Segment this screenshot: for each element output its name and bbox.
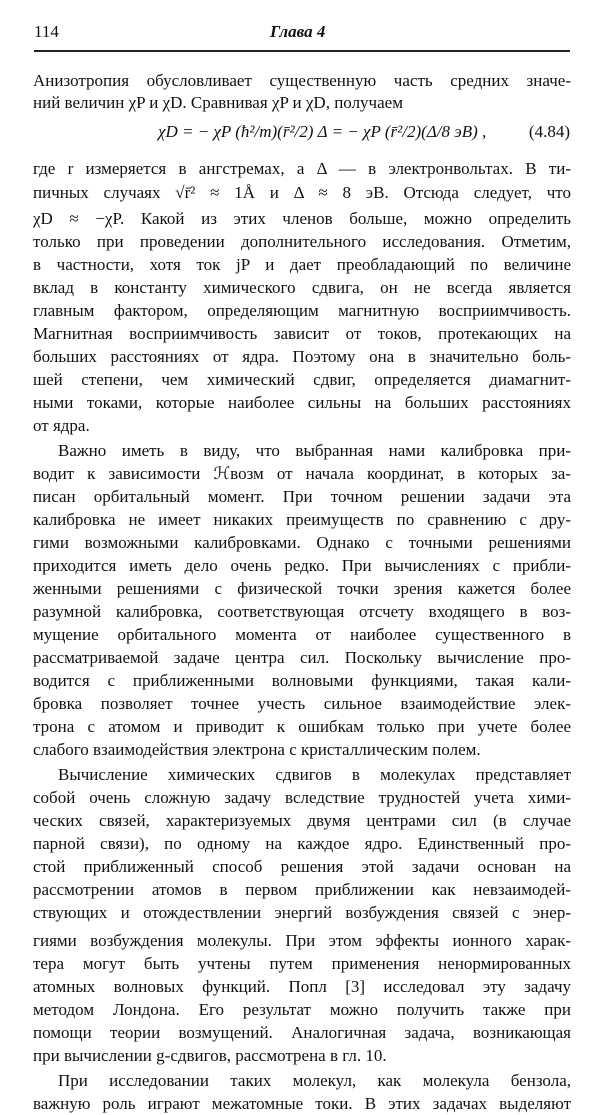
text-line: от ядра. — [33, 416, 90, 435]
text-line: женными решениями с физической точки зрения кажется более — [33, 579, 571, 598]
text-line: собой очень сложную задачу вследствие трудностей учета хими- — [33, 788, 571, 807]
text-line: методом Лондона. Его результат можно получить также при — [33, 1000, 571, 1019]
text-line: ний величин χP и χD. Сравнивая χP и χD, получаем — [33, 93, 403, 112]
text-line: стой приближенный способ решения этой задачи основан на — [33, 857, 571, 876]
text-line: тера могут быть учтены путем применения ненормированных — [33, 954, 571, 973]
text-line: трона с атомом и приводит к ошибкам только при учете более — [33, 717, 571, 736]
text-line: Вычисление химических сдвигов в молекулах представляет — [58, 765, 571, 784]
header-rule — [34, 50, 570, 52]
text-line: приходится иметь дело очень редко. При вычислениях с прибли- — [33, 556, 571, 575]
page-number: 114 — [34, 22, 59, 41]
text-line: бровка позволяет точнее учесть сильное взаимодействие элек- — [33, 694, 571, 713]
text-line: Магнитная восприимчивость зависит от токов, протекающих на — [33, 324, 571, 343]
text-line: водит к зависимости ℋвозм от начала координат, в которых за- — [33, 464, 571, 483]
text-line: рассмотрении атомов в первом приближении как невзаимодей- — [33, 880, 571, 899]
text-line: больших расстояниях от ядра. Поэтому она в значительно боль- — [33, 347, 571, 366]
text-line: разумной калибровка, соответствующая отсчету входящего в воз- — [33, 602, 571, 621]
equation-expression: χD = − χP (ħ²/m)(r̄²/2) Δ = − χP (r̄²/2)(Δ/8 эВ) , — [158, 122, 487, 141]
equation-number: (4.84) — [528, 122, 570, 141]
text-line: Важно иметь в виду, что выбранная нами калибровка при- — [58, 441, 571, 460]
equation — [158, 112, 570, 156]
text-line: χD ≈ −χP. Какой из этих членов больше, можно определить — [33, 209, 571, 228]
text-line: важную роль играют межатомные токи. В этих задачах выделяют — [33, 1094, 571, 1113]
text-line: Анизотропия обусловливает существенную часть средних значе- — [33, 71, 571, 90]
text-line: вклад в константу химического сдвига, он не всегда является — [33, 278, 571, 297]
text-line: главным фактором, определяющим магнитную восприимчивость. — [33, 301, 571, 320]
text-line: в частности, хотя ток jP и дает преобладающий по величине — [33, 255, 571, 274]
text-line: пичных случаях √r̄² ≈ 1Å и Δ ≈ 8 эВ. Отсюда следует, что — [33, 183, 571, 202]
text-line: при вычислении g-сдвигов, рассмотрена в гл. 10. — [33, 1046, 387, 1065]
text-line: писан орбитальный момент. При точном решении задачи эта — [33, 487, 571, 506]
text-line: ными токами, которые наиболее сильны на больших расстояниях — [33, 393, 571, 412]
text-line: При исследовании таких молекул, как молекула бензола, — [58, 1071, 571, 1090]
text-line: гиями возбуждения молекулы. При этом эффекты ионного харак- — [33, 931, 571, 950]
text-line: ческих связей, характеризуемых двумя центрами сил (в случае — [33, 811, 571, 830]
text-line: где r измеряется в ангстремах, а Δ — в электронвольтах. В ти- — [33, 159, 571, 178]
text-line: водится с приближенными волновыми функциями, такая кали- — [33, 671, 571, 690]
text-line: помощи теории возмущений. Аналогичная задача, возникающая — [33, 1023, 571, 1042]
text-line: калибровка не имеет никаких преимуществ по сравнению с дру- — [33, 510, 571, 529]
text-line: мущение орбитального момента от наиболее существенного в — [33, 625, 571, 644]
text-line: парной связи), по одному на каждое ядро. Единственный про- — [33, 834, 571, 853]
text-line: гими возможными калибровками. Однако с точными решениями — [33, 533, 571, 552]
chapter-title: Глава 4 — [270, 22, 326, 41]
text-line: ствующих и отождествлении энергий возбуждения связей с энер- — [33, 903, 571, 922]
text-line: атомных волновых функций. Попл [3] исследовал эту задачу — [33, 977, 571, 996]
page-header — [34, 22, 574, 48]
text-line: слабого взаимодействия электрона с кристаллическим полем. — [33, 740, 481, 759]
text-line: рассматриваемой задаче центра сил. Поскольку вычисление про- — [33, 648, 571, 667]
text-line: только при проведении дополнительного исследования. Отметим, — [33, 232, 571, 251]
text-line: шей степени, чем химический сдвиг, определяется диамагнит- — [33, 370, 571, 389]
